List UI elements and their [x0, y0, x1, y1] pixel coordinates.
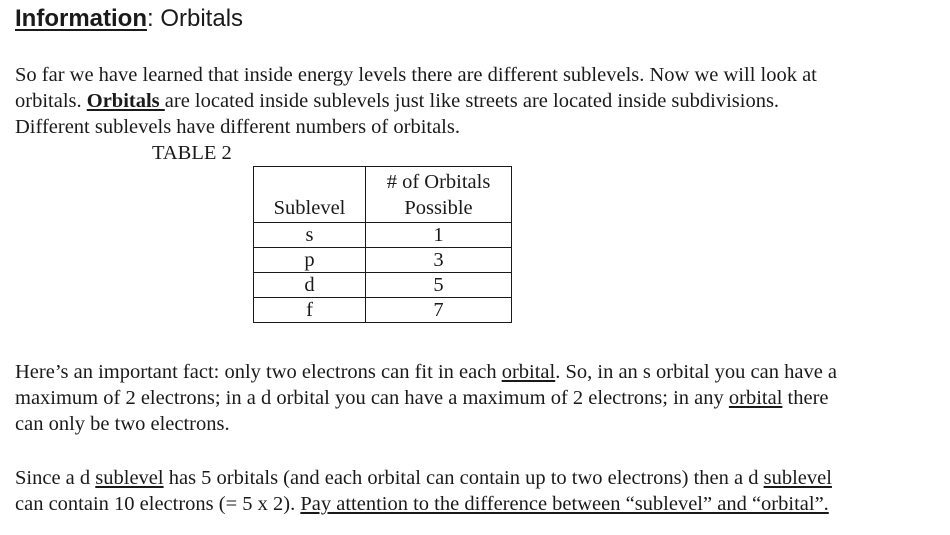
cell-orbitals: 1 — [366, 223, 512, 248]
header-orbitals — [366, 167, 512, 223]
intro-paragraph — [15, 62, 817, 140]
header-orbitals-line-2: Possible — [404, 196, 473, 219]
header-orbitals-line-1: # of Orbitals — [386, 170, 491, 193]
fact-line-1-end: . So, in an s orbital you can have a — [555, 361, 838, 383]
table-row — [254, 248, 512, 273]
sublevel-term: sublevel — [95, 467, 164, 489]
orbital-term: orbital — [728, 387, 783, 409]
since-line-1 — [15, 465, 832, 491]
orbitals-table — [253, 166, 512, 323]
since-line-1-middle: has 5 orbitals (and each orbital can contain up to two electrons) then a d — [163, 467, 764, 489]
fact-line-2-end: there — [782, 387, 829, 409]
since-line-1-start: Since a d — [15, 467, 96, 489]
heading-bold-label: Information — [15, 5, 147, 32]
since-paragraph — [15, 465, 832, 517]
fact-line-2 — [15, 385, 837, 411]
intro-line-1: So far we have learned that inside energy levels there are different sublevels. Now we will look at — [15, 64, 817, 86]
cell-orbitals: 3 — [366, 248, 512, 273]
cell-sublevel: p — [254, 248, 366, 273]
table-header-row — [254, 167, 512, 223]
fact-line-1-start: Here’s an important fact: only two electrons can fit in each — [15, 361, 502, 383]
fact-line-1 — [15, 359, 837, 385]
page-heading — [15, 4, 243, 34]
table-row — [254, 273, 512, 298]
cell-orbitals: 5 — [366, 273, 512, 298]
table-row — [254, 223, 512, 248]
cell-sublevel: f — [254, 298, 366, 323]
header-sublevel: Sublevel — [254, 167, 366, 223]
intro-line-2-start: orbitals. — [15, 90, 87, 112]
orbital-term: orbital — [501, 361, 556, 383]
fact-line-2-start: maximum of 2 electrons; in a d orbital you can have a maximum of 2 electrons; in any — [15, 387, 729, 409]
since-line-2-start: can contain 10 electrons (= 5 x 2). — [15, 493, 301, 515]
table-caption: TABLE 2 — [152, 142, 232, 164]
cell-sublevel: d — [254, 273, 366, 298]
cell-orbitals: 7 — [366, 298, 512, 323]
intro-line-2-end: are located inside sublevels just like streets are located inside subdivisions. — [164, 90, 780, 112]
cell-sublevel: s — [254, 223, 366, 248]
table-row — [254, 298, 512, 323]
orbitals-term: Orbitals — [86, 90, 165, 112]
since-line-2 — [15, 491, 832, 517]
fact-paragraph — [15, 359, 837, 437]
fact-line-3: can only be two electrons. — [15, 413, 230, 435]
intro-line-2 — [15, 88, 817, 114]
attention-note: Pay attention to the difference between “sublevel” and “orbital”. — [300, 493, 829, 515]
heading-rest: : Orbitals — [147, 5, 244, 32]
sublevel-term: sublevel — [763, 467, 832, 489]
intro-line-3: Different sublevels have different numbers of orbitals. — [15, 116, 460, 138]
